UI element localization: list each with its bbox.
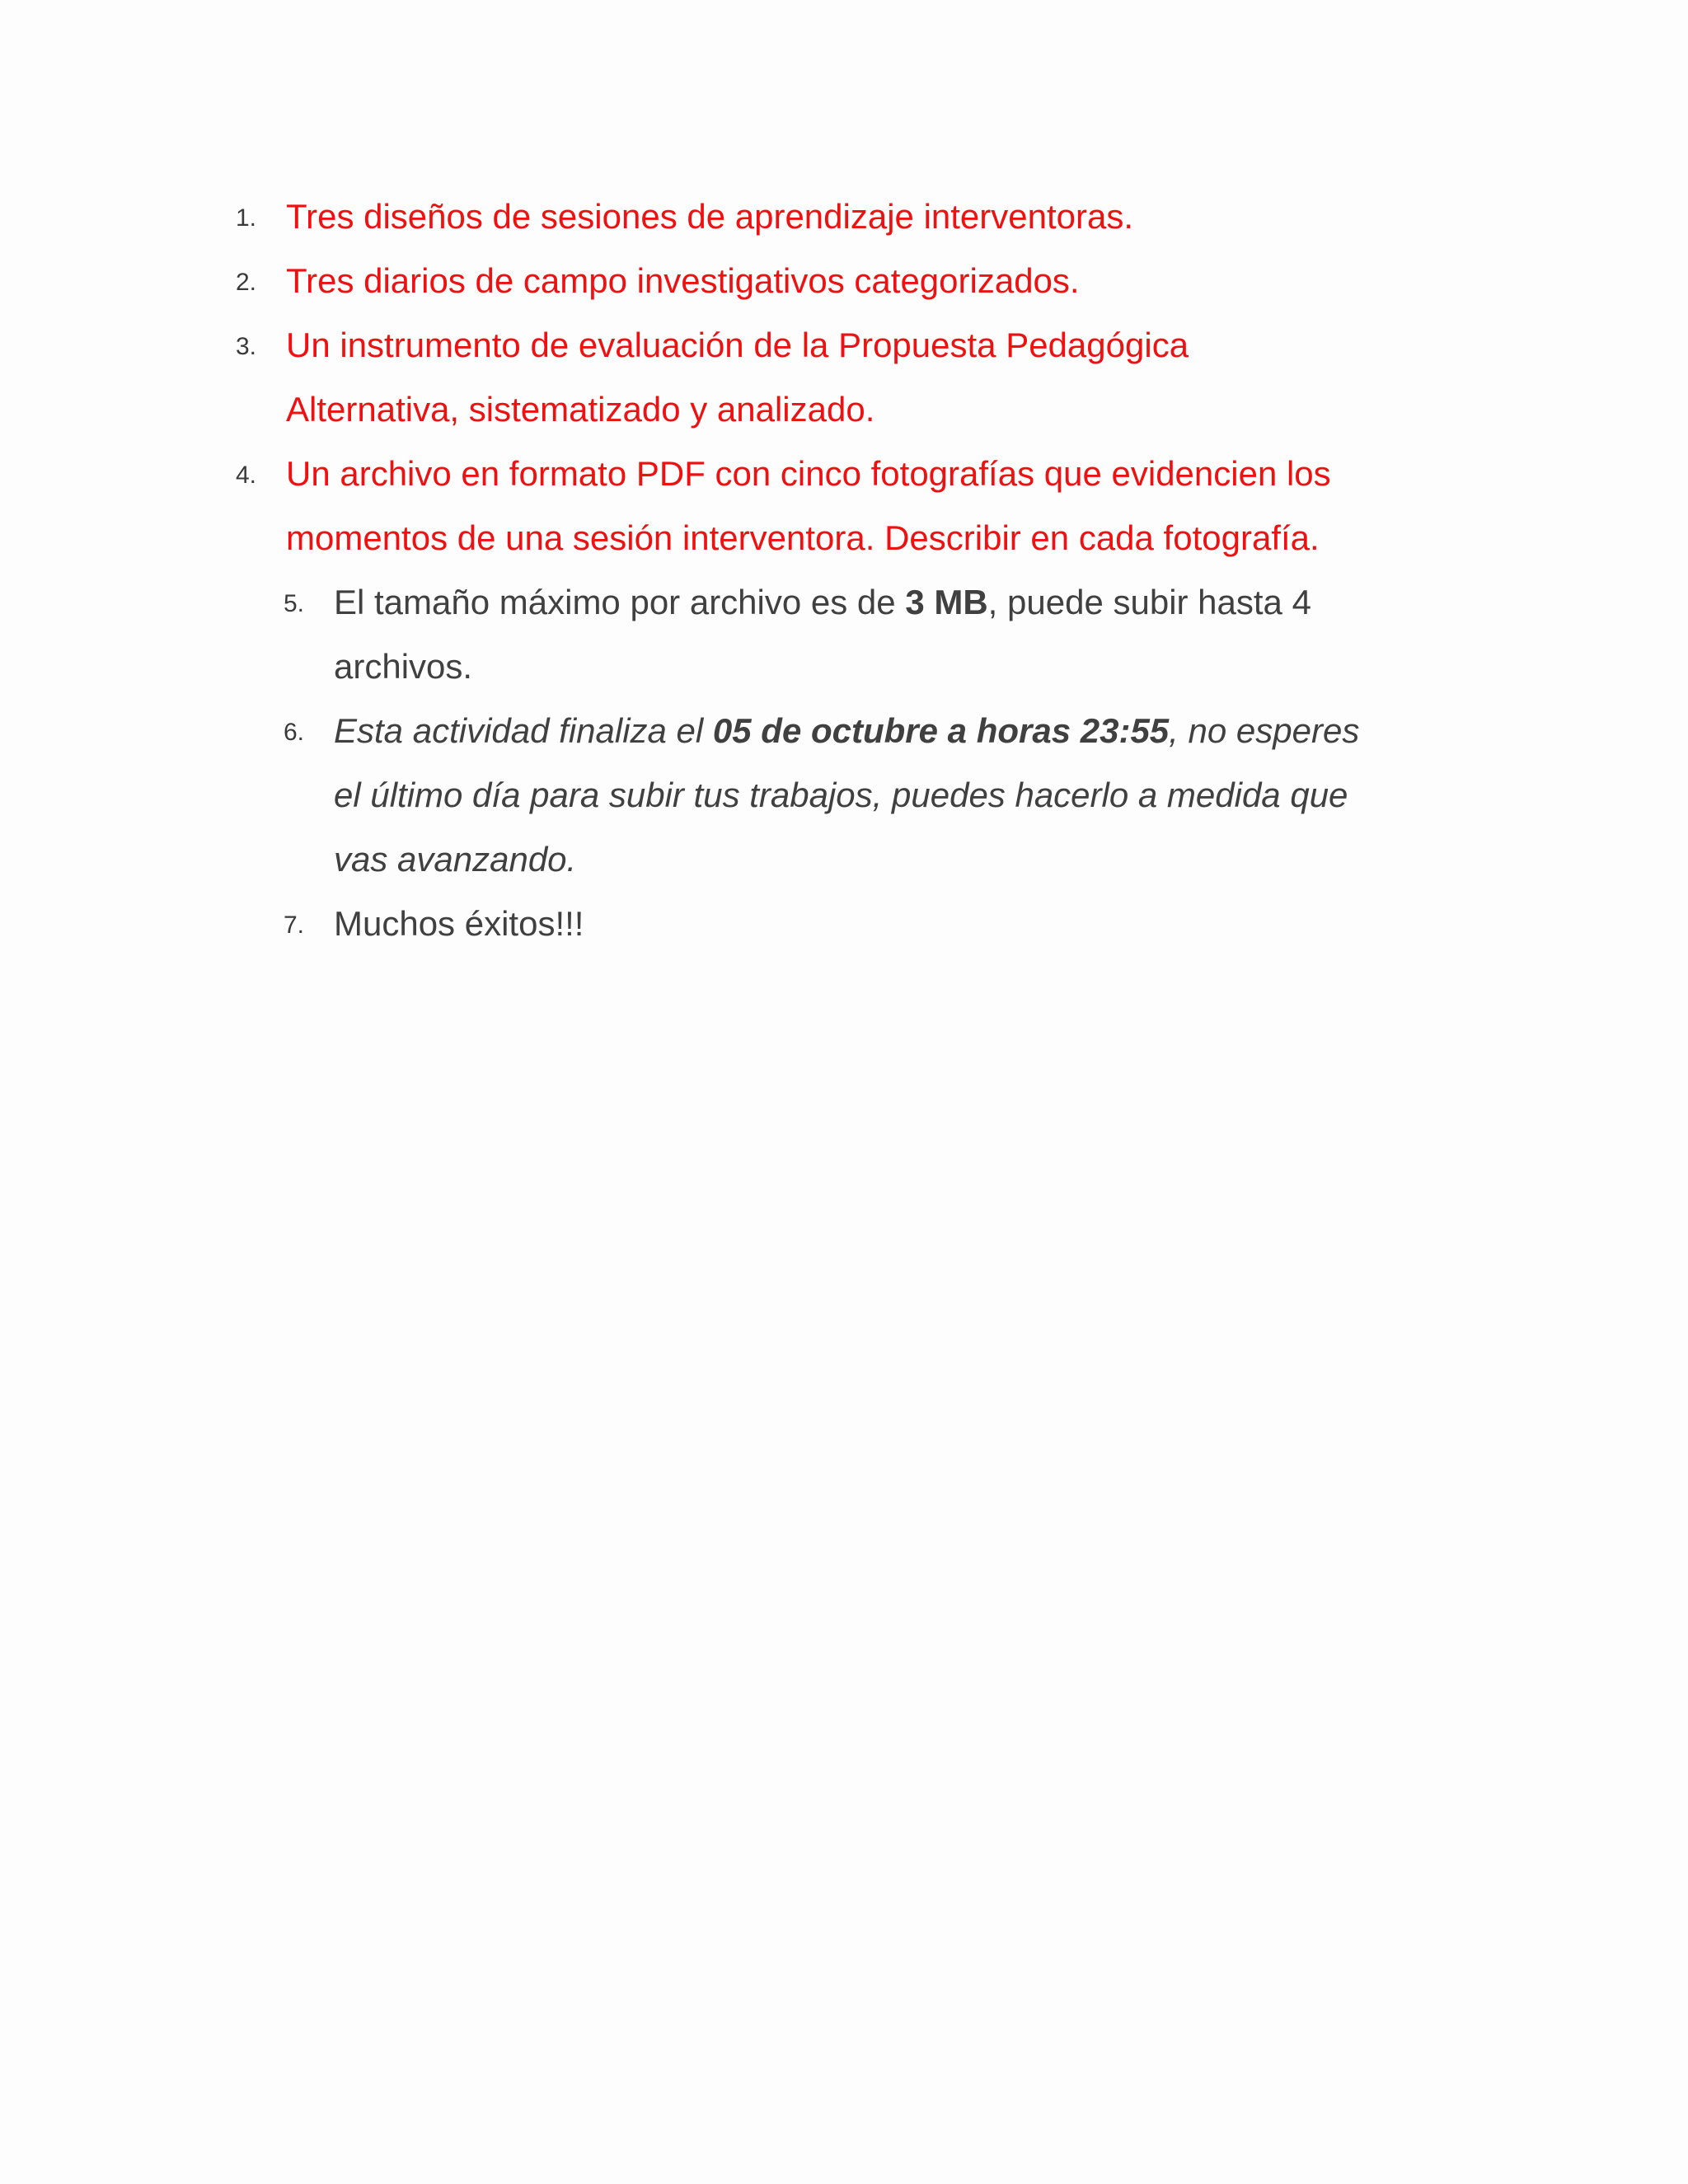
list-item-text: Un archivo en formato PDF con cinco fotografías que evidencien los <box>286 454 1331 493</box>
list-item-text: el último día para subir tus trabajos, puedes hacerlo a medida que <box>334 776 1348 814</box>
list-number: 3. <box>236 333 257 360</box>
bold-deadline: 05 de octubre a horas 23:55 <box>712 711 1170 750</box>
list-item-text <box>334 699 1463 763</box>
list-number: 4. <box>236 462 257 489</box>
list-item-text: Alternativa, sistematizado y analizado. <box>286 390 875 429</box>
list-item-text: vas avanzando. <box>334 840 577 879</box>
list-number: 5. <box>284 590 305 617</box>
text-segment: Esta actividad finaliza el <box>334 711 713 750</box>
list-item-text: Un instrumento de evaluación de la Propuesta Pedagógica <box>286 326 1189 364</box>
text-segment: , puede subir hasta 4 <box>987 583 1311 621</box>
list-item-text: Tres diarios de campo investigativos categorizados. <box>286 261 1080 300</box>
list-item-text: Muchos éxitos!!! <box>334 904 584 943</box>
list-number: 6. <box>284 719 305 746</box>
bold-size: 3 MB <box>905 583 988 621</box>
list-item-text: Tres diseños de sesiones de aprendizaje interventoras. <box>286 197 1134 236</box>
list-number: 2. <box>236 269 257 296</box>
list-item-text <box>334 570 1463 635</box>
list-number: 1. <box>236 204 257 232</box>
list-item-text: momentos de una sesión interventora. Describir en cada fotografía. <box>286 518 1320 557</box>
list-item-text: archivos. <box>334 647 473 686</box>
text-segment: El tamaño máximo por archivo es de <box>334 583 906 621</box>
text-segment: , no esperes <box>1169 711 1360 750</box>
list-number: 7. <box>284 912 305 939</box>
